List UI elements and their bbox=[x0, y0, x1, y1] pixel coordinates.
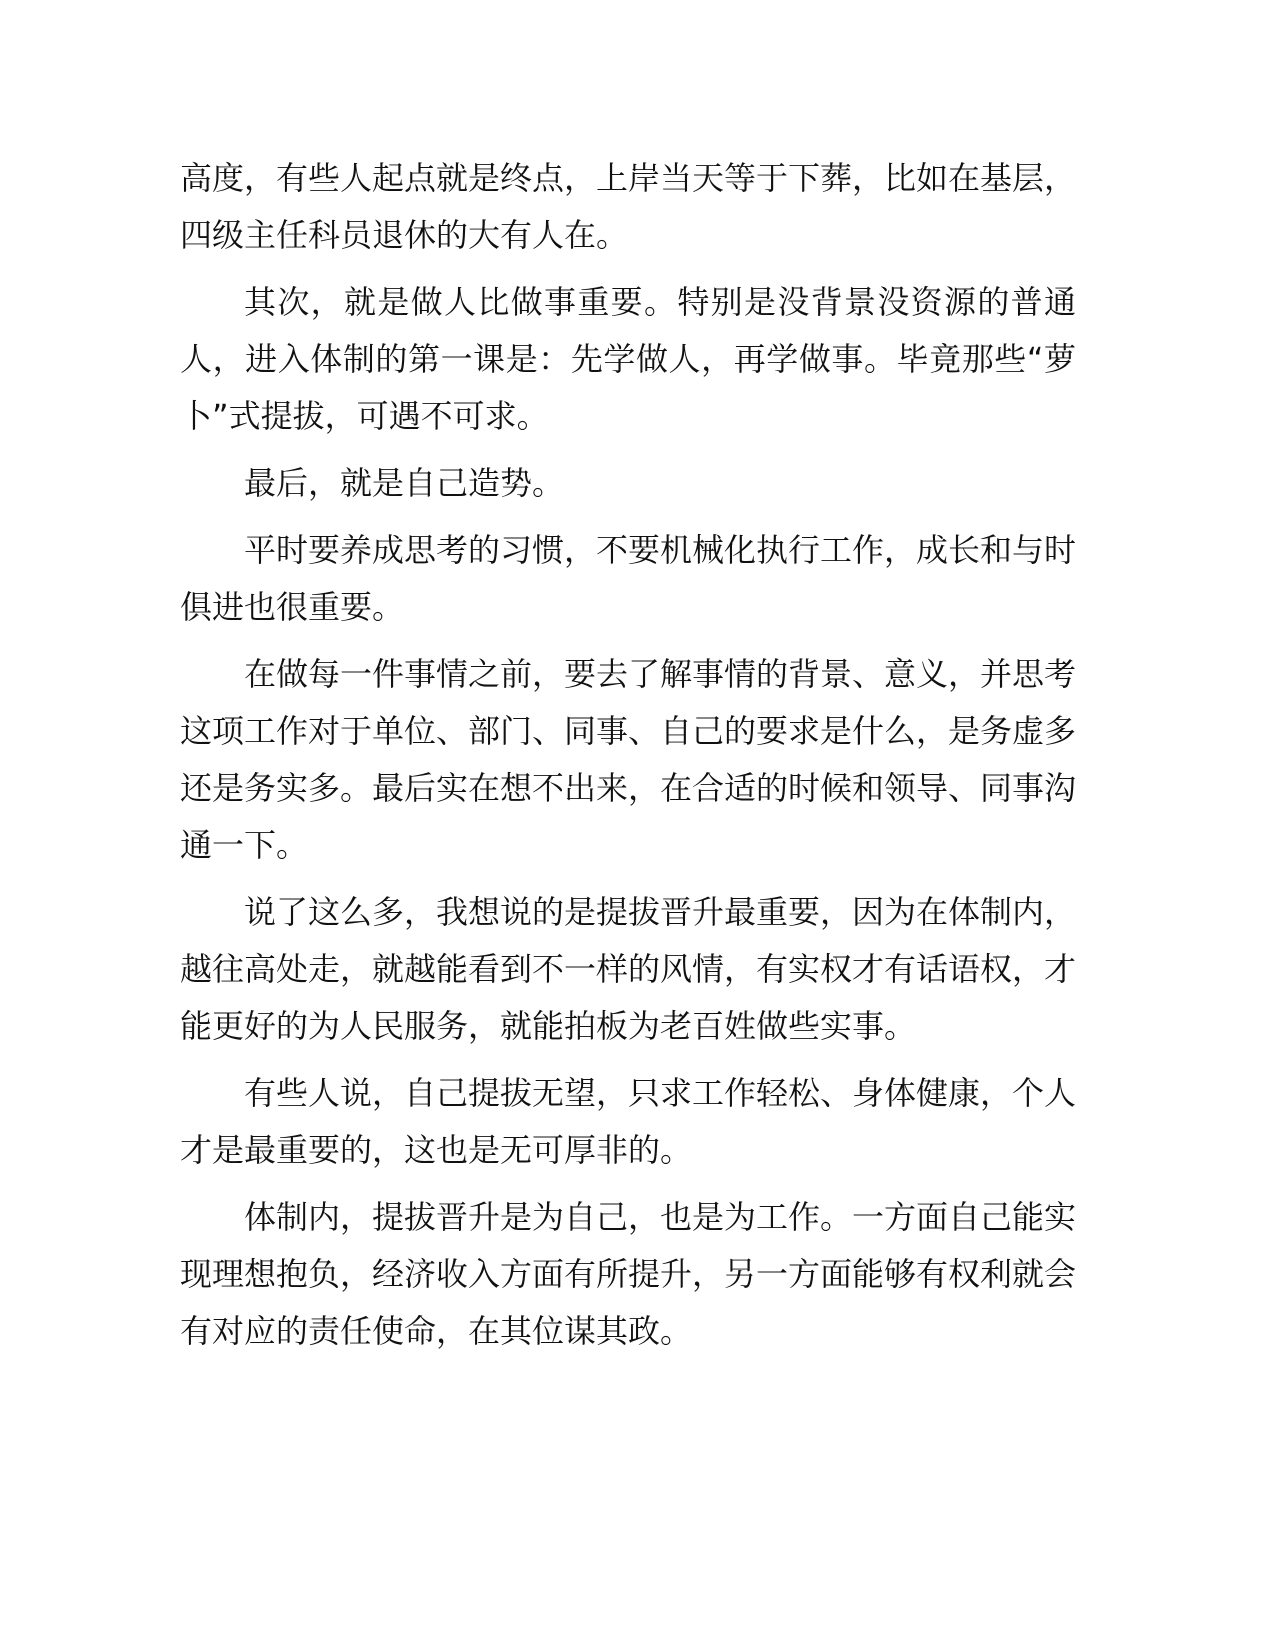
paragraph-3: 最后，就是自己造势。 bbox=[244, 464, 565, 502]
paragraph-5: 在做每一件事情之前，要去了解事情的背景、意义，并思考这项工作对于单位、部门、同事、自己的要求是什么，是务虚多还是务实多。最后实在想不出来，在合适的时候和领导、同事沟通一下。 bbox=[180, 655, 1077, 864]
paragraph-6: 说了这么多，我想说的是提拔晋升最重要，因为在体制内，越往高处走，就越能看到不一样的风情，有实权才有话语权，才能更好的为人民服务，就能拍板为老百姓做些实事。 bbox=[180, 893, 1077, 1045]
paragraph-1: 高度，有些人起点就是终点，上岸当天等于下葬，比如在基层，四级主任科员退休的大有人在。 bbox=[180, 159, 1077, 254]
paragraph-2: 其次，就是做人比做事重要。特别是没背景没资源的普通人，进入体制的第一课是：先学做人，再学做事。毕竟那些“萝卜”式提拔，可遇不可求。 bbox=[180, 283, 1076, 435]
paragraph-8: 体制内，提拔晋升是为自己，也是为工作。一方面自己能实现理想抱负，经济收入方面有所提升，另一方面能够有权利就会有对应的责任使命，在其位谋其政。 bbox=[180, 1198, 1077, 1350]
paragraph-4: 平时要养成思考的习惯，不要机械化执行工作，成长和与时俱进也很重要。 bbox=[180, 531, 1077, 626]
document-body bbox=[180, 150, 1076, 1370]
paragraph-7: 有些人说，自己提拔无望，只求工作轻松、身体健康，个人才是最重要的，这也是无可厚非的。 bbox=[180, 1074, 1077, 1169]
